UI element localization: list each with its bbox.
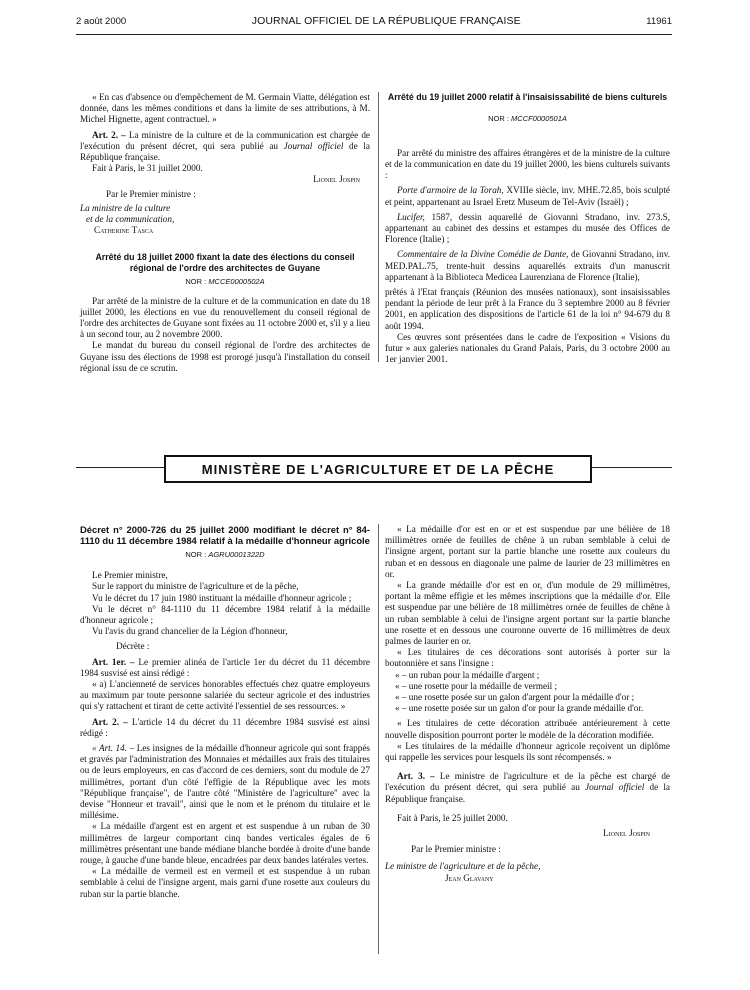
column-bottom-left <box>80 524 370 900</box>
paragraph: « Les titulaires de cette décoration attribuée antérieurement à cette nouvelle disposition pourront porter le modèle de la décoration modifiée. <box>385 718 670 740</box>
signature-name: Lionel Jospin <box>313 174 360 185</box>
quote: « a) L'ancienneté de services honorables effectués chez quatre employeurs au maximum par toute personne salariée du secteur agricole et des industries qui s'y rattachent et tirant de cette activité l'essentiel de ses ressources. » <box>80 679 370 712</box>
paragraph: Ces œuvres sont présentées dans le cadre de l'exposition « Visions du futur » aux galeries nationales du Grand Palais, Paris, du 3 octobre 2000 au 1er janvier 2001. <box>385 331 670 365</box>
premier-ministre-line: Par le Premier ministre : <box>106 188 196 199</box>
article-1: Art. 1er. – Le premier alinéa de l'article 1er du décret du 11 décembre 1984 susvisé est ainsi rédigé : <box>80 656 370 678</box>
minister-name: Jean Glavany <box>445 872 494 883</box>
journal-officiel-ref: Journal officiel <box>585 782 645 793</box>
decret-title: Décret n° 2000-726 du 25 juillet 2000 modifiant le décret n° 84-1110 du 11 décembre 1984 relatif à la médaille d'honneur agricole <box>80 524 370 546</box>
paragraph: Vu le décret n° 84-1110 du 11 décembre 1984 relatif à la médaille d'honneur agricole ; <box>80 603 370 626</box>
column-divider <box>378 92 379 362</box>
paragraph: « Les titulaires de la médaille d'honneur agricole reçoivent un diplôme qui rappelle les services pour lesquels ils sont récompensés. » <box>385 740 670 763</box>
minister-role: Le ministre de l'agriculture et de la pêche, <box>385 861 541 872</box>
paragraph: « La médaille d'or est en or et est suspendue par une bélière de 18 millimètres ornée de feuilles de chêne à un ruban semblable à celui de l'insigne argent, portant sur la partie blanche une rosette aux couleurs du ruban et en dessous en diagonale une palme de laurier de 23 millimètres en or. <box>385 524 670 579</box>
list-item: « – une rosette pour la médaille de vermeil ; <box>395 680 558 691</box>
nor-reference: NOR : AGRU0001322D <box>185 550 265 559</box>
column-divider <box>378 524 379 954</box>
premier-ministre-line: Par le Premier ministre : <box>411 844 501 855</box>
minister-name: Catherine Tasca <box>94 225 154 236</box>
article-2: Art. 2. – L'article 14 du décret du 11 décembre 1984 susvisé est ainsi rédigé : <box>80 716 371 738</box>
paragraph: « Les titulaires de ces décorations sont autorisés à porter sur la boutonnière et sans l'insigne : <box>385 647 670 669</box>
paragraph: « En cas d'absence ou d'empêchement de M. Germain Viatte, délégation est donnée, dans les mêmes conditions et dans la limite de ses attributions, à M. Michel Hignette, agent contractuel. » <box>80 92 370 125</box>
cultural-item: Commentaire de la Divine Comédie de Dante, de Giovanni Stradano, inv. MED.PAL.75, trente-huit dessins aquarellés extraits d'un manuscrit appartenant à la Biblioteca Medicea Laurenziana de Florence (Italie), <box>385 249 670 282</box>
paragraph: « La médaille de vermeil est en vermeil et est suspendue à un ruban semblable à celui de l'insigne argent, mais garni d'une rosette aux couleurs du ruban sur la partie blanche. <box>80 866 370 899</box>
header-page-number: 11961 <box>646 16 672 27</box>
list-item: « – une rosette posée sur un galon d'or pour la grande médaille d'or. <box>395 703 644 714</box>
list-item: « – un ruban pour la médaille d'argent ; <box>395 669 540 680</box>
nor-reference: NOR : MCCE0000502A <box>185 277 265 287</box>
paragraph: Par arrêté du ministre des affaires étrangères et de la ministre de la culture et de la communication en date du 19 juillet 2000, les biens culturels suivants : <box>385 147 670 181</box>
column-top-left <box>80 92 370 374</box>
minister-role: et de la communication, <box>86 214 175 225</box>
paragraph: « La grande médaille d'or est en or, d'un module de 29 millimètres, portant la même effigie et les mêmes inscriptions que la médaille d'or. Elle est suspendue par une bélière de 18 millimètres ornée de feuilles de chêne à un ruban semblable à celui de l'insigne argent portant sur la partie blanche une rosette et en dessous une couronne ouverte de 16 millimètres de deux palmes de laurier en or. <box>385 580 670 647</box>
article-3: Art. 3. – Le ministre de l'agriculture et de la pêche est chargé de l'exécution du présent décret, qui sera publié au Journal officiel de la République française. <box>385 771 670 804</box>
paragraph: Sur le rapport du ministre de l'agriculture et de la pêche, <box>92 581 299 592</box>
arrete-title: Arrêté du 18 juillet 2000 fixant la date des élections du conseil régional de l'ordre des architectes de Guyane <box>95 252 355 273</box>
paragraph: Vu l'avis du grand chancelier de la Légion d'honneur, <box>92 626 288 637</box>
cultural-item: Porte d'armoire de la Torah, XVIIIe siècle, inv. MHE.72.85, bois sculpté et peint, appartenant au Israel Eretz Museum de Tel-Aviv (Israël) ; <box>385 185 670 207</box>
page-header <box>76 15 672 33</box>
paragraph: prêtés à l'Etat français (Réunion des musées nationaux), sont insaisissables pendant la période de leur prêt à la France du 3 septembre 2000 au 8 février 2001, en application des dispositions de l'article 61 de la loi n° 94-679 du 8 août 1994. <box>385 286 670 331</box>
paragraph: Le Premier ministre, <box>92 570 168 581</box>
arrete-title: Arrêté du 19 juillet 2000 relatif à l'insaisissabilité de biens culturels <box>387 92 668 102</box>
list-item: « – une rosette posée sur un galon d'argent pour la médaille d'or ; <box>395 692 635 703</box>
header-title: JOURNAL OFFICIEL DE LA RÉPUBLIQUE FRANÇAISE <box>251 15 521 27</box>
cultural-item: Lucifer, 1587, dessin aquarellé de Giovanni Stradano, inv. 273.S, appartenant au cabinet des dessins et estampes du musée des Offices de Florence (Italie) ; <box>385 211 670 245</box>
paragraph: Le mandat du bureau du conseil régional de l'ordre des architectes de Guyane issu des élections de 1998 est prorogé jusqu'à l'installation du conseil régional issu de ce scrutin. <box>80 340 370 373</box>
minister-role: La ministre de la culture <box>80 202 171 213</box>
ribbon-list <box>385 670 670 715</box>
signature-name: Lionel Jospin <box>603 828 650 839</box>
paragraph: « La médaille d'argent est en argent et est suspendue à un ruban de 30 millimètres de largeur comportant cinq bandes verticales égales de 6 millimètres présentant une bande médiane blanche bordée à droite d'une bande rouge, à gauche d'une bande bleue, encadrées par deux bandes latérales vertes. <box>80 821 370 866</box>
nor-reference: NOR : MCCF0000501A <box>488 113 567 123</box>
column-bottom-right <box>385 524 670 884</box>
column-top-right <box>385 92 670 365</box>
header-date: 2 août 2000 <box>76 16 127 27</box>
paragraph: Vu le décret du 17 juin 1980 instituant la médaille d'honneur agricole ; <box>92 592 352 603</box>
journal-officiel-ref: Journal officiel <box>283 140 344 151</box>
article-14: « Art. 14. – Les insignes de la médaille d'honneur agricole qui sont frappés et gravés par l'administration des Monnaies et médailles aux frais des titulaires ou de leurs employeurs, en cas d'accord de ces derniers, sont du module de 27 millimètres, portant d'un côté l'effigie de la République avec les mots "République française", de l'autre côté "Ministère de l'agriculture" avec la devise "Honneur et travail", ainsi que le nom et le prénom du titulaire et le millésime. <box>80 743 370 821</box>
article-2: Art. 2. – La ministre de la culture et de la communication est chargée de l'exécution du présent décret, qui sera publié au Journal officiel de la République française. <box>80 129 370 163</box>
fait-a-paris: Fait à Paris, le 25 juillet 2000. <box>397 812 508 823</box>
fait-a-paris: Fait à Paris, le 31 juillet 2000. <box>92 163 203 174</box>
decrete-line: Décrète : <box>116 641 150 652</box>
ministry-banner: MINISTÈRE DE L'AGRICULTURE ET DE LA PÊCHE <box>164 455 592 483</box>
paragraph: Par arrêté de la ministre de la culture et de la communication en date du 18 juillet 2000, les élections en vue du renouvellement du conseil régional de l'ordre des architectes de Guyane sont fixées au 11 octobre 2000 et, s'il y a lieu à un second tour, au 2 novembre 2000. <box>80 295 370 340</box>
article-label: Art. 2. – <box>92 129 126 140</box>
header-rule <box>76 34 672 35</box>
